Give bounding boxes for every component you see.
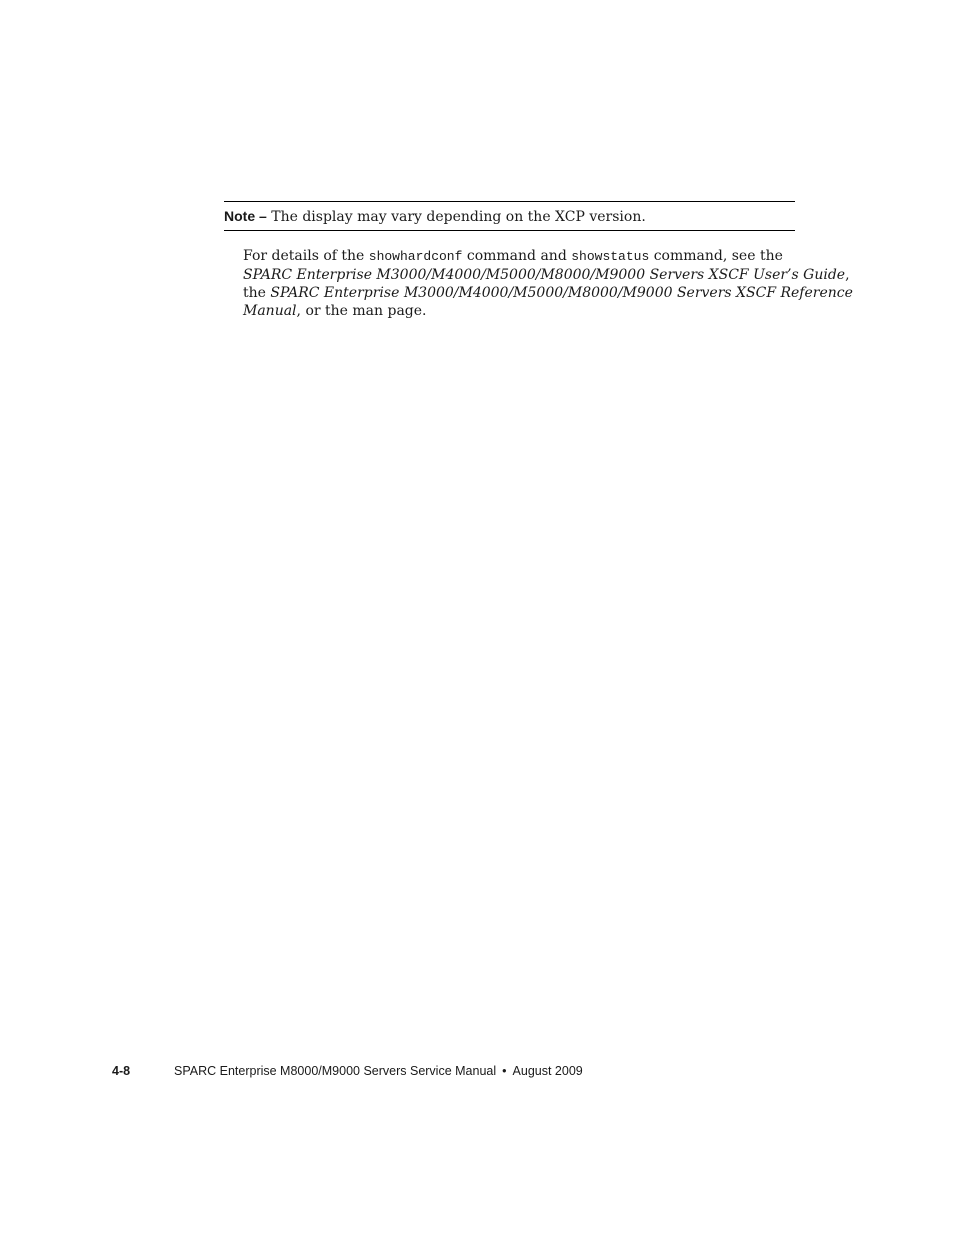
page-footer xyxy=(112,1063,583,1079)
command-showstatus: showstatus xyxy=(571,249,650,264)
paragraph-line-1 xyxy=(243,247,799,266)
footer-date: August 2009 xyxy=(512,1064,583,1078)
book-title-users-guide: SPARC Enterprise M3000/M4000/M5000/M8000/M9000 Servers XSCF User’s Guide xyxy=(243,267,846,283)
text-segment: , or the man page. xyxy=(296,303,427,319)
body-paragraph xyxy=(243,247,853,320)
page-number: 4-8 xyxy=(112,1064,131,1078)
text-segment: the xyxy=(243,285,271,301)
paragraph-line-2 xyxy=(243,266,850,284)
footer-book-title: SPARC Enterprise M8000/M9000 Servers Service Manual xyxy=(174,1064,497,1078)
note-label: Note – xyxy=(224,208,267,224)
paragraph-line-3 xyxy=(243,284,853,302)
book-title-reference-manual: SPARC Enterprise M3000/M4000/M5000/M8000/M9000 Servers XSCF Reference xyxy=(270,285,853,301)
text-segment: command, see the xyxy=(649,248,783,264)
text-segment: For details of the xyxy=(243,248,369,264)
paragraph-line-4 xyxy=(243,302,799,320)
text-segment: , xyxy=(845,267,850,283)
note-text: The display may vary depending on the XCP version. xyxy=(266,209,646,225)
book-title-reference-manual-cont: Manual xyxy=(243,303,297,319)
footer-bullet: • xyxy=(502,1064,507,1078)
note xyxy=(224,208,646,226)
note-box xyxy=(224,201,795,231)
text-segment: command and xyxy=(462,248,572,264)
command-showhardconf: showhardconf xyxy=(368,249,463,264)
